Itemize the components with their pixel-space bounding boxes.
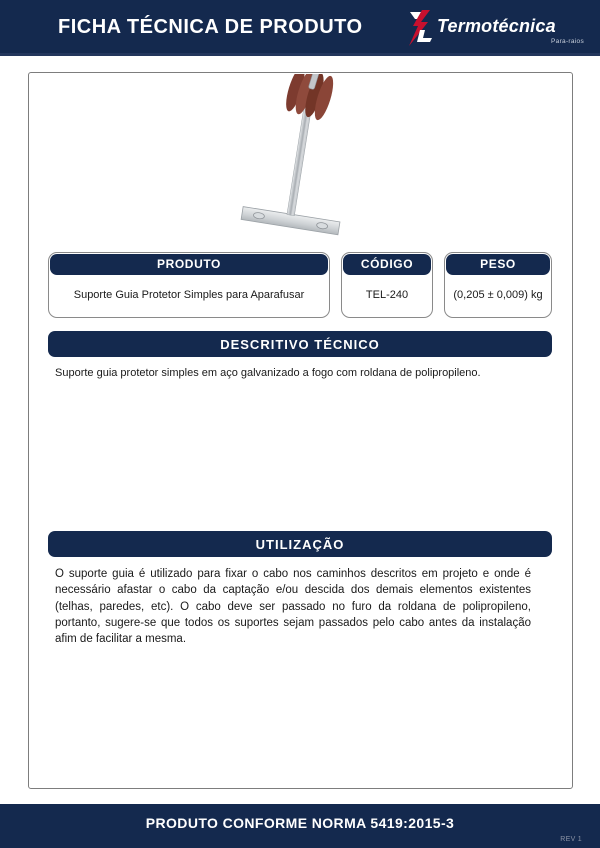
header-banner	[0, 0, 600, 56]
product-photo	[225, 74, 365, 250]
field-value-codigo: TEL-240	[365, 289, 409, 301]
field-value-produto: Suporte Guia Protetor Simples para Aparafusar	[73, 289, 305, 301]
lightning-bolt-icon	[406, 10, 434, 46]
descritivo-tecnico-text: Suporte guia protetor simples em aço galvanizado a fogo com roldana de polipropileno.	[55, 367, 481, 379]
footer-revision: REV 1	[560, 836, 582, 843]
brand-name: Termotécnica	[437, 16, 556, 36]
field-label-produto: PRODUTO	[50, 254, 328, 275]
page-title: FICHA TÉCNICA DE PRODUTO	[58, 16, 363, 38]
field-value-peso: (0,205 ± 0,009) kg	[453, 289, 543, 301]
field-label-codigo: CÓDIGO	[343, 254, 431, 275]
field-label-peso: PESO	[446, 254, 550, 275]
field-box-codigo	[341, 252, 433, 318]
section-header-descritivo-tecnico: DESCRITIVO TÉCNICO	[48, 331, 552, 357]
section-header-utilizacao: UTILIZAÇÃO	[48, 531, 552, 557]
brand-tagline: Para-raios	[551, 38, 584, 45]
utilizacao-text: O suporte guia é utilizado para fixar o cabo nos caminhos descritos em projeto e onde é necessário afastar o cabo da captação e/ou descida dos demais elementos existentes (telhas, paredes, etc). O cabo deve ser passado no furo da roldana de polipropileno, portanto, sugere-se que todos os suportes sejam passados pelo cabo antes da instalação afim de facilitar a mesma.	[55, 568, 531, 646]
footer-banner	[0, 804, 600, 848]
field-box-peso	[444, 252, 552, 318]
field-box-produto	[48, 252, 330, 318]
footer-norma-text: PRODUTO CONFORME NORMA 5419:2015-3	[145, 815, 455, 831]
termotecnica-logo	[406, 7, 586, 51]
